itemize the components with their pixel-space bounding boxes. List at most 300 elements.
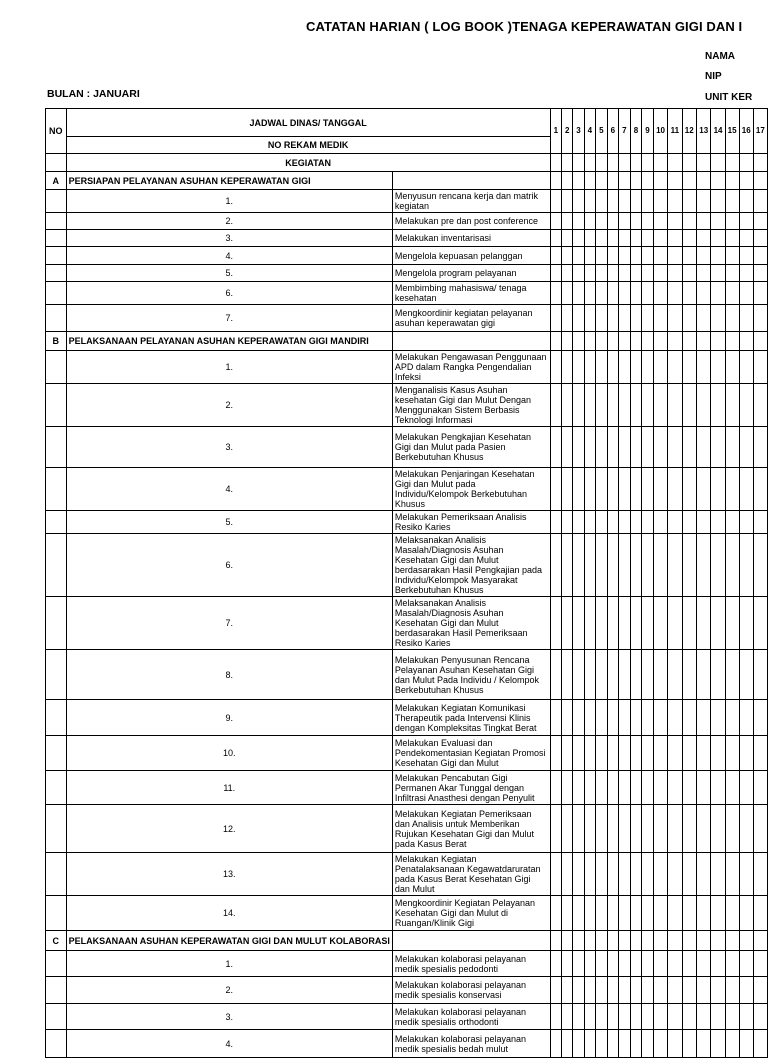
day-cell[interactable] bbox=[630, 384, 641, 427]
day-cell[interactable] bbox=[653, 700, 667, 736]
day-cell[interactable] bbox=[619, 977, 631, 1004]
day-cell[interactable] bbox=[619, 172, 631, 190]
day-cell[interactable] bbox=[711, 468, 725, 511]
day-cell[interactable] bbox=[642, 213, 654, 230]
day-cell[interactable] bbox=[682, 1004, 696, 1030]
day-cell[interactable] bbox=[619, 511, 631, 534]
day-cell[interactable] bbox=[696, 896, 710, 931]
day-cell[interactable] bbox=[696, 351, 710, 384]
day-cell[interactable] bbox=[607, 265, 618, 282]
day-cell[interactable] bbox=[725, 1004, 739, 1030]
day-cell[interactable] bbox=[562, 154, 573, 172]
day-cell[interactable] bbox=[619, 650, 631, 700]
day-cell[interactable] bbox=[630, 190, 641, 213]
day-cell[interactable] bbox=[725, 977, 739, 1004]
day-cell[interactable] bbox=[696, 1030, 710, 1058]
day-cell[interactable] bbox=[711, 282, 725, 305]
day-cell[interactable] bbox=[596, 1030, 608, 1058]
day-cell[interactable] bbox=[696, 247, 710, 265]
day-cell[interactable] bbox=[596, 190, 608, 213]
day-cell[interactable] bbox=[607, 771, 618, 805]
day-cell[interactable] bbox=[607, 172, 618, 190]
day-cell[interactable] bbox=[642, 1030, 654, 1058]
day-cell[interactable] bbox=[573, 282, 584, 305]
day-cell[interactable] bbox=[653, 427, 667, 468]
day-cell[interactable] bbox=[753, 190, 767, 213]
day-cell[interactable] bbox=[630, 247, 641, 265]
day-cell[interactable] bbox=[739, 951, 753, 977]
day-cell[interactable] bbox=[596, 597, 608, 650]
day-cell[interactable] bbox=[739, 427, 753, 468]
day-cell[interactable] bbox=[753, 597, 767, 650]
day-cell[interactable] bbox=[653, 190, 667, 213]
day-cell[interactable] bbox=[653, 384, 667, 427]
day-cell[interactable] bbox=[653, 172, 667, 190]
day-cell[interactable] bbox=[562, 896, 573, 931]
day-cell[interactable] bbox=[653, 597, 667, 650]
day-cell[interactable] bbox=[682, 213, 696, 230]
day-cell[interactable] bbox=[668, 230, 682, 247]
day-cell[interactable] bbox=[682, 190, 696, 213]
day-cell[interactable] bbox=[753, 736, 767, 771]
day-cell[interactable] bbox=[711, 427, 725, 468]
day-cell[interactable] bbox=[668, 172, 682, 190]
day-cell[interactable] bbox=[584, 427, 595, 468]
day-cell[interactable] bbox=[642, 282, 654, 305]
day-cell[interactable] bbox=[584, 896, 595, 931]
day-cell[interactable] bbox=[653, 771, 667, 805]
day-cell[interactable] bbox=[696, 384, 710, 427]
day-cell[interactable] bbox=[739, 1004, 753, 1030]
day-cell[interactable] bbox=[739, 805, 753, 853]
day-cell[interactable] bbox=[739, 351, 753, 384]
day-cell[interactable] bbox=[596, 154, 608, 172]
day-cell[interactable] bbox=[696, 265, 710, 282]
day-cell[interactable] bbox=[642, 247, 654, 265]
day-cell[interactable] bbox=[653, 977, 667, 1004]
day-cell[interactable] bbox=[584, 1004, 595, 1030]
day-cell[interactable] bbox=[573, 597, 584, 650]
day-cell[interactable] bbox=[753, 1004, 767, 1030]
day-cell[interactable] bbox=[711, 650, 725, 700]
day-cell[interactable] bbox=[711, 736, 725, 771]
day-cell[interactable] bbox=[711, 332, 725, 351]
day-cell[interactable] bbox=[619, 230, 631, 247]
day-cell[interactable] bbox=[739, 931, 753, 951]
day-cell[interactable] bbox=[607, 1030, 618, 1058]
day-cell[interactable] bbox=[653, 896, 667, 931]
day-cell[interactable] bbox=[753, 931, 767, 951]
day-cell[interactable] bbox=[682, 896, 696, 931]
day-cell[interactable] bbox=[562, 700, 573, 736]
day-cell[interactable] bbox=[682, 384, 696, 427]
day-cell[interactable] bbox=[550, 700, 561, 736]
day-cell[interactable] bbox=[642, 384, 654, 427]
day-cell[interactable] bbox=[630, 700, 641, 736]
day-cell[interactable] bbox=[584, 468, 595, 511]
day-cell[interactable] bbox=[682, 931, 696, 951]
day-cell[interactable] bbox=[573, 511, 584, 534]
day-cell[interactable] bbox=[562, 650, 573, 700]
day-cell[interactable] bbox=[619, 951, 631, 977]
day-cell[interactable] bbox=[573, 771, 584, 805]
day-cell[interactable] bbox=[711, 931, 725, 951]
day-cell[interactable] bbox=[696, 213, 710, 230]
day-cell[interactable] bbox=[642, 427, 654, 468]
day-cell[interactable] bbox=[596, 534, 608, 597]
day-cell[interactable] bbox=[725, 700, 739, 736]
day-cell[interactable] bbox=[668, 351, 682, 384]
day-cell[interactable] bbox=[584, 771, 595, 805]
day-cell[interactable] bbox=[696, 427, 710, 468]
day-cell[interactable] bbox=[630, 511, 641, 534]
day-cell[interactable] bbox=[596, 172, 608, 190]
day-cell[interactable] bbox=[607, 896, 618, 931]
day-cell[interactable] bbox=[739, 511, 753, 534]
day-cell[interactable] bbox=[711, 190, 725, 213]
day-cell[interactable] bbox=[725, 736, 739, 771]
day-cell[interactable] bbox=[711, 805, 725, 853]
day-cell[interactable] bbox=[682, 282, 696, 305]
day-cell[interactable] bbox=[607, 1004, 618, 1030]
day-cell[interactable] bbox=[607, 468, 618, 511]
day-cell[interactable] bbox=[584, 247, 595, 265]
day-cell[interactable] bbox=[711, 977, 725, 1004]
day-cell[interactable] bbox=[550, 853, 561, 896]
day-cell[interactable] bbox=[550, 977, 561, 1004]
day-cell[interactable] bbox=[573, 805, 584, 853]
day-cell[interactable] bbox=[725, 190, 739, 213]
day-cell[interactable] bbox=[711, 384, 725, 427]
day-cell[interactable] bbox=[619, 427, 631, 468]
day-cell[interactable] bbox=[696, 468, 710, 511]
day-cell[interactable] bbox=[711, 771, 725, 805]
day-cell[interactable] bbox=[696, 977, 710, 1004]
day-cell[interactable] bbox=[668, 247, 682, 265]
day-cell[interactable] bbox=[696, 534, 710, 597]
day-cell[interactable] bbox=[573, 230, 584, 247]
day-cell[interactable] bbox=[711, 172, 725, 190]
day-cell[interactable] bbox=[711, 896, 725, 931]
day-cell[interactable] bbox=[739, 771, 753, 805]
day-cell[interactable] bbox=[668, 282, 682, 305]
day-cell[interactable] bbox=[619, 265, 631, 282]
day-cell[interactable] bbox=[562, 190, 573, 213]
day-cell[interactable] bbox=[619, 213, 631, 230]
day-cell[interactable] bbox=[562, 511, 573, 534]
day-cell[interactable] bbox=[630, 1004, 641, 1030]
day-cell[interactable] bbox=[642, 736, 654, 771]
day-cell[interactable] bbox=[711, 700, 725, 736]
day-cell[interactable] bbox=[642, 977, 654, 1004]
day-cell[interactable] bbox=[573, 265, 584, 282]
day-cell[interactable] bbox=[573, 700, 584, 736]
day-cell[interactable] bbox=[584, 511, 595, 534]
day-cell[interactable] bbox=[753, 534, 767, 597]
day-cell[interactable] bbox=[584, 977, 595, 1004]
day-cell[interactable] bbox=[619, 282, 631, 305]
day-cell[interactable] bbox=[584, 534, 595, 597]
day-cell[interactable] bbox=[682, 511, 696, 534]
day-cell[interactable] bbox=[753, 427, 767, 468]
day-cell[interactable] bbox=[682, 700, 696, 736]
day-cell[interactable] bbox=[630, 951, 641, 977]
day-cell[interactable] bbox=[573, 305, 584, 332]
day-cell[interactable] bbox=[739, 468, 753, 511]
day-cell[interactable] bbox=[753, 511, 767, 534]
day-cell[interactable] bbox=[725, 597, 739, 650]
day-cell[interactable] bbox=[607, 511, 618, 534]
day-cell[interactable] bbox=[619, 805, 631, 853]
day-cell[interactable] bbox=[668, 1004, 682, 1030]
day-cell[interactable] bbox=[619, 771, 631, 805]
day-cell[interactable] bbox=[550, 384, 561, 427]
day-cell[interactable] bbox=[573, 332, 584, 351]
day-cell[interactable] bbox=[711, 305, 725, 332]
day-cell[interactable] bbox=[711, 853, 725, 896]
day-cell[interactable] bbox=[550, 172, 561, 190]
day-cell[interactable] bbox=[642, 511, 654, 534]
day-cell[interactable] bbox=[630, 805, 641, 853]
day-cell[interactable] bbox=[753, 351, 767, 384]
day-cell[interactable] bbox=[596, 771, 608, 805]
day-cell[interactable] bbox=[630, 332, 641, 351]
day-cell[interactable] bbox=[668, 771, 682, 805]
day-cell[interactable] bbox=[642, 1004, 654, 1030]
day-cell[interactable] bbox=[725, 805, 739, 853]
day-cell[interactable] bbox=[573, 172, 584, 190]
day-cell[interactable] bbox=[682, 230, 696, 247]
day-cell[interactable] bbox=[607, 951, 618, 977]
day-cell[interactable] bbox=[696, 230, 710, 247]
day-cell[interactable] bbox=[711, 230, 725, 247]
day-cell[interactable] bbox=[711, 534, 725, 597]
day-cell[interactable] bbox=[682, 427, 696, 468]
day-cell[interactable] bbox=[668, 951, 682, 977]
day-cell[interactable] bbox=[725, 351, 739, 384]
day-cell[interactable] bbox=[619, 190, 631, 213]
day-cell[interactable] bbox=[619, 534, 631, 597]
day-cell[interactable] bbox=[619, 700, 631, 736]
day-cell[interactable] bbox=[642, 597, 654, 650]
day-cell[interactable] bbox=[562, 332, 573, 351]
day-cell[interactable] bbox=[682, 265, 696, 282]
day-cell[interactable] bbox=[550, 951, 561, 977]
day-cell[interactable] bbox=[739, 384, 753, 427]
day-cell[interactable] bbox=[550, 427, 561, 468]
day-cell[interactable] bbox=[630, 650, 641, 700]
day-cell[interactable] bbox=[696, 951, 710, 977]
day-cell[interactable] bbox=[596, 213, 608, 230]
day-cell[interactable] bbox=[607, 230, 618, 247]
day-cell[interactable] bbox=[630, 427, 641, 468]
day-cell[interactable] bbox=[550, 351, 561, 384]
day-cell[interactable] bbox=[562, 213, 573, 230]
day-cell[interactable] bbox=[642, 154, 654, 172]
day-cell[interactable] bbox=[573, 351, 584, 384]
day-cell[interactable] bbox=[739, 896, 753, 931]
day-cell[interactable] bbox=[596, 896, 608, 931]
day-cell[interactable] bbox=[607, 597, 618, 650]
day-cell[interactable] bbox=[630, 172, 641, 190]
day-cell[interactable] bbox=[562, 468, 573, 511]
day-cell[interactable] bbox=[596, 351, 608, 384]
day-cell[interactable] bbox=[550, 650, 561, 700]
day-cell[interactable] bbox=[711, 1030, 725, 1058]
day-cell[interactable] bbox=[711, 1004, 725, 1030]
day-cell[interactable] bbox=[696, 332, 710, 351]
day-cell[interactable] bbox=[550, 1004, 561, 1030]
day-cell[interactable] bbox=[573, 1030, 584, 1058]
day-cell[interactable] bbox=[584, 931, 595, 951]
day-cell[interactable] bbox=[725, 332, 739, 351]
day-cell[interactable] bbox=[739, 853, 753, 896]
day-cell[interactable] bbox=[550, 511, 561, 534]
day-cell[interactable] bbox=[725, 931, 739, 951]
day-cell[interactable] bbox=[668, 427, 682, 468]
day-cell[interactable] bbox=[573, 977, 584, 1004]
day-cell[interactable] bbox=[711, 154, 725, 172]
day-cell[interactable] bbox=[584, 230, 595, 247]
day-cell[interactable] bbox=[630, 597, 641, 650]
day-cell[interactable] bbox=[668, 736, 682, 771]
day-cell[interactable] bbox=[562, 265, 573, 282]
day-cell[interactable] bbox=[596, 247, 608, 265]
day-cell[interactable] bbox=[725, 853, 739, 896]
day-cell[interactable] bbox=[653, 650, 667, 700]
day-cell[interactable] bbox=[573, 736, 584, 771]
day-cell[interactable] bbox=[753, 172, 767, 190]
day-cell[interactable] bbox=[739, 247, 753, 265]
day-cell[interactable] bbox=[668, 190, 682, 213]
day-cell[interactable] bbox=[696, 597, 710, 650]
day-cell[interactable] bbox=[550, 332, 561, 351]
day-cell[interactable] bbox=[725, 230, 739, 247]
day-cell[interactable] bbox=[696, 931, 710, 951]
day-cell[interactable] bbox=[584, 332, 595, 351]
day-cell[interactable] bbox=[668, 534, 682, 597]
day-cell[interactable] bbox=[739, 265, 753, 282]
day-cell[interactable] bbox=[725, 427, 739, 468]
day-cell[interactable] bbox=[550, 190, 561, 213]
day-cell[interactable] bbox=[584, 805, 595, 853]
day-cell[interactable] bbox=[711, 247, 725, 265]
day-cell[interactable] bbox=[550, 896, 561, 931]
day-cell[interactable] bbox=[550, 1030, 561, 1058]
day-cell[interactable] bbox=[584, 265, 595, 282]
day-cell[interactable] bbox=[753, 977, 767, 1004]
day-cell[interactable] bbox=[682, 172, 696, 190]
day-cell[interactable] bbox=[573, 931, 584, 951]
day-cell[interactable] bbox=[630, 265, 641, 282]
day-cell[interactable] bbox=[573, 853, 584, 896]
day-cell[interactable] bbox=[682, 332, 696, 351]
day-cell[interactable] bbox=[725, 213, 739, 230]
day-cell[interactable] bbox=[696, 805, 710, 853]
day-cell[interactable] bbox=[607, 384, 618, 427]
day-cell[interactable] bbox=[562, 282, 573, 305]
day-cell[interactable] bbox=[619, 332, 631, 351]
day-cell[interactable] bbox=[653, 468, 667, 511]
day-cell[interactable] bbox=[573, 213, 584, 230]
day-cell[interactable] bbox=[630, 853, 641, 896]
day-cell[interactable] bbox=[573, 650, 584, 700]
day-cell[interactable] bbox=[682, 853, 696, 896]
day-cell[interactable] bbox=[607, 282, 618, 305]
day-cell[interactable] bbox=[653, 736, 667, 771]
day-cell[interactable] bbox=[642, 468, 654, 511]
day-cell[interactable] bbox=[753, 805, 767, 853]
day-cell[interactable] bbox=[642, 332, 654, 351]
day-cell[interactable] bbox=[550, 534, 561, 597]
day-cell[interactable] bbox=[584, 282, 595, 305]
day-cell[interactable] bbox=[668, 468, 682, 511]
day-cell[interactable] bbox=[682, 977, 696, 1004]
day-cell[interactable] bbox=[653, 305, 667, 332]
day-cell[interactable] bbox=[550, 247, 561, 265]
day-cell[interactable] bbox=[607, 977, 618, 1004]
day-cell[interactable] bbox=[573, 247, 584, 265]
day-cell[interactable] bbox=[607, 427, 618, 468]
day-cell[interactable] bbox=[562, 230, 573, 247]
day-cell[interactable] bbox=[668, 597, 682, 650]
day-cell[interactable] bbox=[630, 230, 641, 247]
day-cell[interactable] bbox=[596, 511, 608, 534]
day-cell[interactable] bbox=[725, 172, 739, 190]
day-cell[interactable] bbox=[653, 230, 667, 247]
day-cell[interactable] bbox=[696, 172, 710, 190]
day-cell[interactable] bbox=[584, 853, 595, 896]
day-cell[interactable] bbox=[596, 384, 608, 427]
day-cell[interactable] bbox=[630, 213, 641, 230]
day-cell[interactable] bbox=[630, 736, 641, 771]
day-cell[interactable] bbox=[573, 534, 584, 597]
day-cell[interactable] bbox=[739, 172, 753, 190]
day-cell[interactable] bbox=[619, 247, 631, 265]
day-cell[interactable] bbox=[753, 230, 767, 247]
day-cell[interactable] bbox=[653, 282, 667, 305]
day-cell[interactable] bbox=[642, 190, 654, 213]
day-cell[interactable] bbox=[739, 154, 753, 172]
day-cell[interactable] bbox=[619, 154, 631, 172]
day-cell[interactable] bbox=[642, 951, 654, 977]
day-cell[interactable] bbox=[668, 213, 682, 230]
day-cell[interactable] bbox=[619, 896, 631, 931]
day-cell[interactable] bbox=[584, 736, 595, 771]
day-cell[interactable] bbox=[584, 1030, 595, 1058]
day-cell[interactable] bbox=[550, 305, 561, 332]
day-cell[interactable] bbox=[607, 805, 618, 853]
day-cell[interactable] bbox=[596, 650, 608, 700]
day-cell[interactable] bbox=[550, 282, 561, 305]
day-cell[interactable] bbox=[596, 265, 608, 282]
day-cell[interactable] bbox=[550, 805, 561, 853]
day-cell[interactable] bbox=[619, 1030, 631, 1058]
day-cell[interactable] bbox=[596, 736, 608, 771]
day-cell[interactable] bbox=[696, 700, 710, 736]
day-cell[interactable] bbox=[696, 511, 710, 534]
day-cell[interactable] bbox=[653, 805, 667, 853]
day-cell[interactable] bbox=[668, 805, 682, 853]
day-cell[interactable] bbox=[550, 154, 561, 172]
day-cell[interactable] bbox=[696, 305, 710, 332]
day-cell[interactable] bbox=[653, 951, 667, 977]
day-cell[interactable] bbox=[607, 247, 618, 265]
day-cell[interactable] bbox=[696, 736, 710, 771]
day-cell[interactable] bbox=[642, 853, 654, 896]
day-cell[interactable] bbox=[562, 931, 573, 951]
day-cell[interactable] bbox=[653, 931, 667, 951]
